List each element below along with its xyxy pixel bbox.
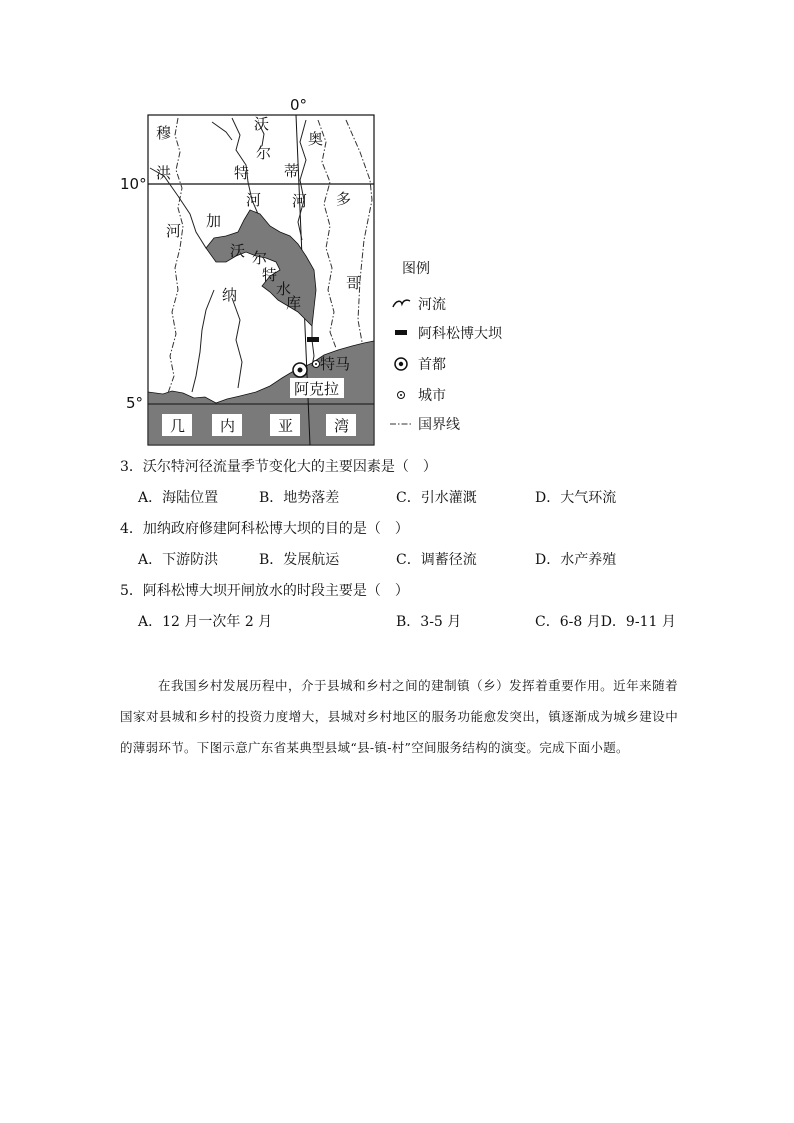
passage-paragraph: 在我国乡村发展历程中，介于县城和乡村之间的建制镇（乡）发挥着重要作用。近年来随着国家对县城和乡村的投资力度增大，县城对乡村地区的服务功能愈发突出，镇逐渐成为城乡建设中的薄弱环节。下图示意广东省某典型县域“县-镇-村”空间服务结构的演变。完成下面小题。 <box>120 678 678 755</box>
label-te-1: 特 <box>234 164 250 182</box>
label-he-2: 河 <box>292 192 308 210</box>
lon-label: 0° <box>290 96 308 114</box>
label-ge: 哥 <box>346 274 362 292</box>
ghana-volta-map-figure <box>0 0 794 450</box>
label-di: 蒂 <box>284 162 300 180</box>
question-3-option-d: D．大气环流 <box>535 490 617 506</box>
question-5-option-b: B．3-5 月 <box>396 614 462 630</box>
river-legend-icon <box>393 300 410 307</box>
accra-capital-dot <box>298 368 303 373</box>
question-3-option-c: C．引水灌溉 <box>396 490 477 506</box>
label-mu: 穆 <box>156 124 172 142</box>
label-te-2: 特 <box>262 266 278 284</box>
label-er-1: 尔 <box>256 144 272 162</box>
label-jia: 加 <box>206 212 222 230</box>
label-shui: 水 <box>276 280 292 298</box>
dam-legend-icon <box>395 330 407 335</box>
akosombo-dam-symbol <box>307 337 319 342</box>
label-tema: 特马 <box>320 355 351 373</box>
question-4-option-d: D．水产养殖 <box>535 552 617 568</box>
tema-city-dot <box>315 363 317 365</box>
question-5-stem: 5．阿科松博大坝开闸放水的时段主要是（ ） <box>120 583 409 599</box>
label-ku: 库 <box>286 294 302 312</box>
legend-title: 图例 <box>402 261 430 277</box>
question-4-stem: 4．加纳政府修建阿科松博大坝的目的是（ ） <box>120 521 409 537</box>
label-wan: 湾 <box>334 417 350 435</box>
lat-label-10: 10° <box>120 175 147 193</box>
label-ya: 亚 <box>278 417 294 435</box>
legend-capital: 首都 <box>418 357 446 373</box>
question-4-option-c: C．调蓄径流 <box>396 552 477 568</box>
label-akela: 阿克拉 <box>294 380 340 398</box>
question-3-option-b: B．地势落差 <box>259 490 340 506</box>
question-5-option-cd: C．6-8 月D．9-11 月 <box>535 614 676 630</box>
question-5-option-a: A．12 月一次年 2 月 <box>138 614 273 630</box>
map-legend <box>390 261 503 433</box>
legend-dam: 阿科松博大坝 <box>418 326 502 342</box>
label-he-west: 河 <box>166 222 182 240</box>
label-wo-2: 沃 <box>230 242 246 260</box>
label-duo: 多 <box>336 190 352 208</box>
label-wo-1: 沃 <box>254 115 270 133</box>
label-ji: 几 <box>170 417 186 435</box>
question-4-option-a: A．下游防洪 <box>138 552 219 568</box>
legend-city: 城市 <box>418 388 446 404</box>
reading-passage <box>120 670 678 763</box>
question-3-option-a: A．海陆位置 <box>138 490 219 506</box>
capital-legend-dot <box>399 362 403 366</box>
label-he-1: 河 <box>246 191 262 209</box>
legend-border: 国界线 <box>418 417 460 433</box>
label-hong: 洪 <box>156 164 172 182</box>
label-nei: 内 <box>220 417 236 435</box>
legend-river: 河流 <box>418 297 446 313</box>
label-ao: 奥 <box>308 130 324 148</box>
label-er-2: 尔 <box>252 249 268 267</box>
city-legend-dot <box>400 394 402 396</box>
label-na: 纳 <box>222 286 238 304</box>
question-3-stem: 3．沃尔特河径流量季节变化大的主要因素是（ ） <box>120 459 437 475</box>
question-4-option-b: B．发展航运 <box>259 552 340 568</box>
lat-label-5: 5° <box>126 394 144 412</box>
